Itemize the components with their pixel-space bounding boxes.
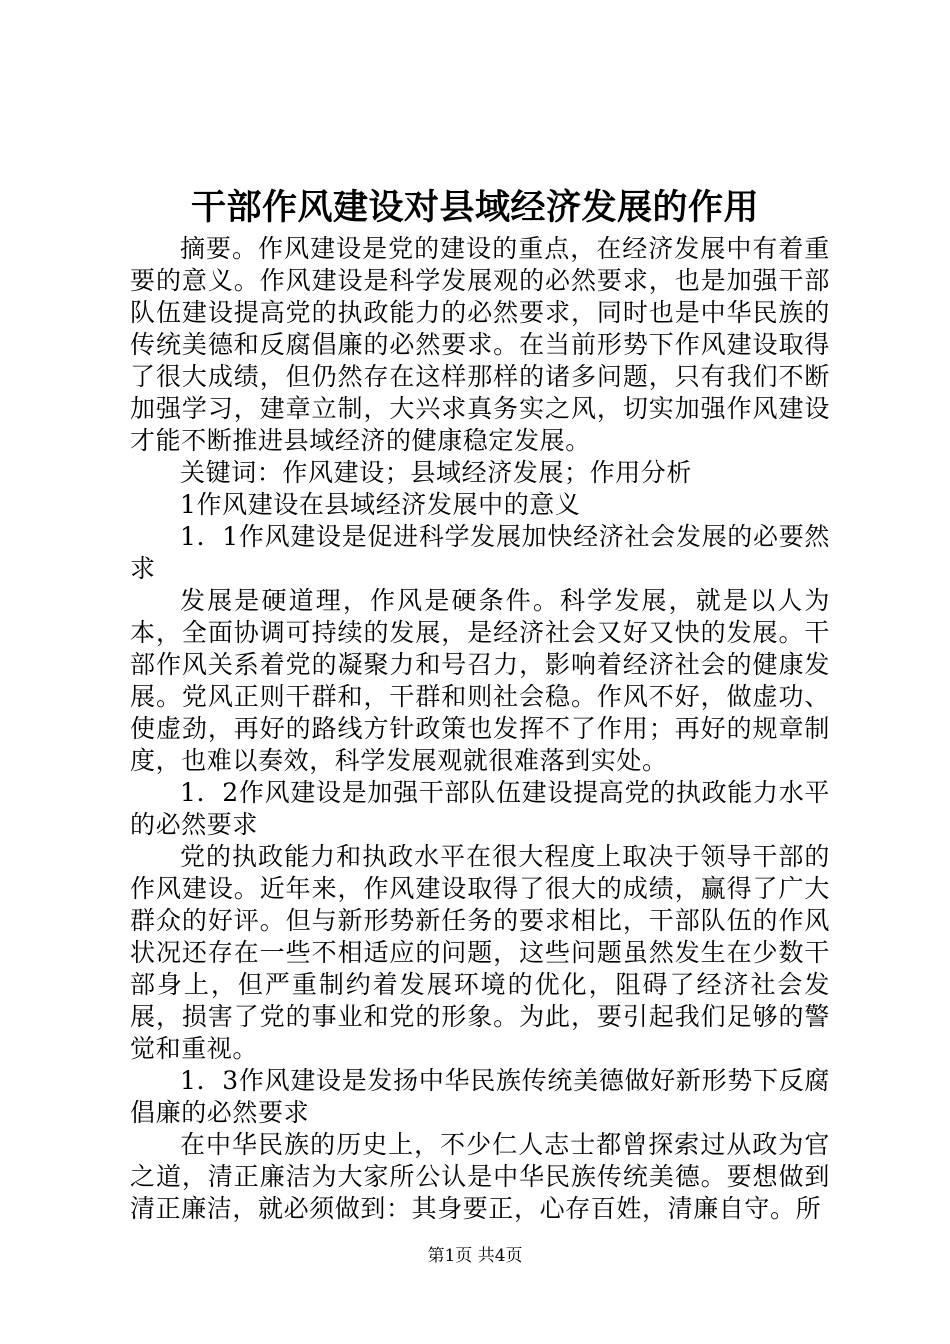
body-paragraph: 发展是硬道理，作风是硬条件。科学发展，就是以人为本，全面协调可持续的发展，是经济社会又好又快的发展。干部作风关系着党的凝聚力和号召力，影响着经济社会的健康发展。党风正则干群和，干群和则社会稳。作风不好，做虚功、使虚劲，再好的路线方针政策也发挥不了作用；再好的规章制度，也难以奏效，科学发展观就很难落到实处。 bbox=[130, 586, 830, 775]
section-heading-1: 1作风建设在县域经济发展中的意义 bbox=[180, 490, 581, 519]
subsection-heading-1-2: 1．2作风建设是加强干部队伍建设提高党的执政能力水平的必然要求 bbox=[130, 778, 830, 839]
document-title: 干部作风建设对县域经济发展的作用 bbox=[190, 187, 759, 228]
subsection-heading-1-1: 1．1作风建设是促进科学发展加快经济社会发展的必要然求 bbox=[130, 522, 830, 583]
keywords-paragraph: 关键词：作风建设；县域经济发展；作用分析 bbox=[180, 458, 693, 487]
abstract-paragraph: 摘要。作风建设是党的建设的重点，在经济发展中有着重要的意义。作风建设是科学发展观的必然要求，也是加强干部队伍建设提高党的执政能力的必然要求，同时也是中华民族的传统美德和反腐倡廉的必然要求。在当前形势下作风建设取得了很大成绩，但仍然存在这样那样的诸多问题，只有我们不断加强学习，建章立制，大兴求真务实之风，切实加强作风建设才能不断推进县域经济的健康稳定发展。 bbox=[130, 234, 830, 455]
subsection-heading-1-3: 1．3作风建设是发扬中华民族传统美德做好新形势下反腐倡廉的必然要求 bbox=[130, 1066, 830, 1127]
page-number-footer: 第1页 共4页 bbox=[427, 1246, 523, 1266]
body-paragraph: 党的执政能力和执政水平在很大程度上取决于领导干部的作风建设。近年来，作风建设取得了很大的成绩，赢得了广大群众的好评。但与新形势新任务的要求相比，干部队伍的作风状况还存在一些不相适应的问题，这些问题虽然发生在少数干部身上，但严重制约着发展环境的优化，阻碍了经济社会发展，损害了党的事业和党的形象。为此，要引起我们足够的警觉和重视。 bbox=[130, 842, 830, 1063]
document-body bbox=[130, 233, 830, 1225]
body-paragraph: 在中华民族的历史上，不少仁人志士都曾探索过从政为官之道，清正廉洁为大家所公认是中华民族传统美德。要想做到清正廉洁，就必须做到：其身要正，心存百姓，清廉自守。所 bbox=[130, 1130, 830, 1223]
